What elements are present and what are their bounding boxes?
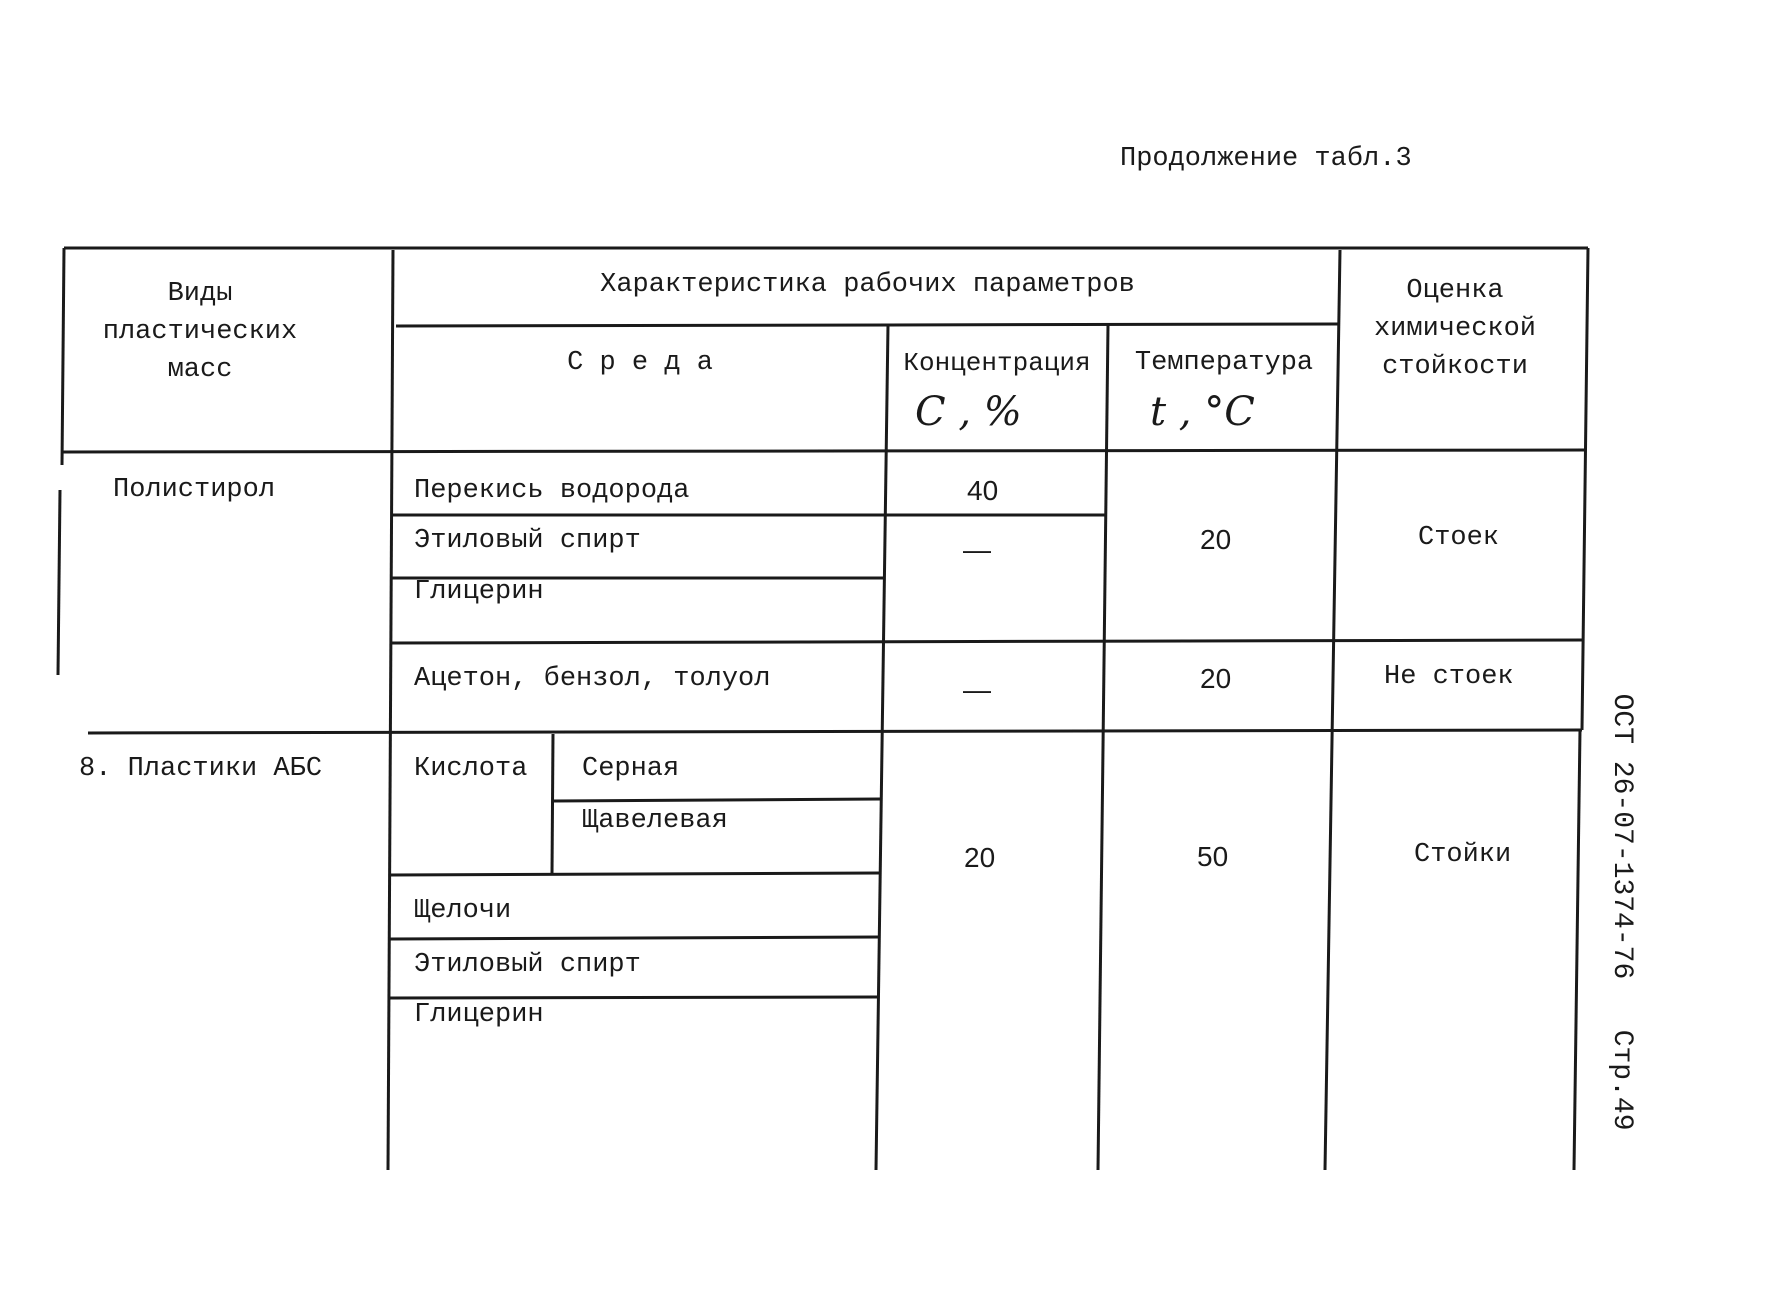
header-temperature-unit: t , °C [1150, 389, 1255, 435]
medium-oxalic: Щавелевая [582, 806, 728, 836]
side-page-number: Стр.49 [1606, 1029, 1637, 1131]
header-resistance: Оценка химической стойкости [1373, 276, 1537, 382]
medium-sulfuric: Серная [582, 754, 680, 784]
resistance-polystyrene: Стоек [1418, 523, 1500, 553]
plastic-polystyrene: Полистирол [113, 475, 276, 505]
medium-alkali: Щелочи [414, 896, 512, 926]
medium-acetone-benzene-toluene: Ацетон, бензол, толуол [414, 664, 771, 694]
resistance-abs: Стойки [1414, 840, 1512, 870]
header-medium: С р е д а [567, 348, 713, 378]
side-margin-text [1607, 660, 1663, 1130]
continuation-label: Продолжение табл.3 [1120, 144, 1412, 174]
plastic-abs: 8. Пластики АБС [79, 754, 323, 784]
header-concentration: Концентрация [903, 348, 1091, 378]
medium-group-acid: Кислота [414, 754, 528, 784]
temperature-polystyrene: 20 [1200, 524, 1232, 555]
temperature-abs: 50 [1197, 841, 1229, 872]
medium-ethanol-1: Этиловый спирт [414, 526, 641, 556]
header-concentration-unit: C , % [915, 389, 1022, 435]
concentration-dash-2: — [963, 674, 991, 705]
medium-ethanol-2: Этиловый спирт [414, 950, 641, 980]
concentration-abs: 20 [964, 842, 996, 873]
concentration-peroxide: 40 [967, 475, 999, 506]
header-plastic-type: Виды пластических масс [102, 279, 298, 385]
concentration-dash-1: — [963, 534, 991, 565]
side-doc-code: ОСТ 26-07-1374-76 [1606, 693, 1637, 980]
header-working-params: Характеристика рабочих параметров [600, 270, 1135, 300]
medium-peroxide: Перекись водорода [414, 476, 690, 506]
resistance-acetone: Не стоек [1384, 662, 1514, 692]
medium-glycerin-2: Глицерин [414, 1000, 544, 1030]
header-temperature: Температура [1134, 348, 1314, 378]
medium-glycerin-1: Глицерин [414, 577, 544, 607]
temperature-acetone: 20 [1200, 663, 1232, 694]
